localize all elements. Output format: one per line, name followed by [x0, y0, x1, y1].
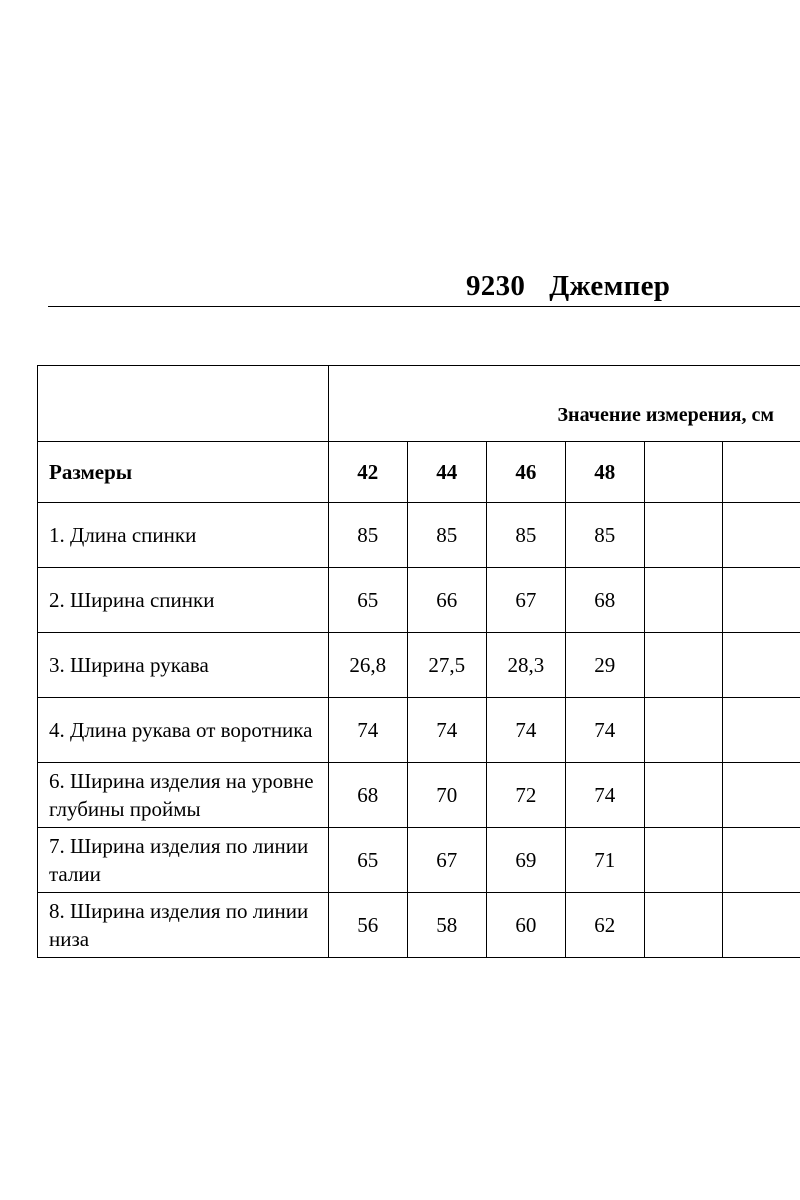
value-cell: 28,3 — [486, 633, 565, 698]
measurement-label: 8. Ширина изделия по линии низа — [38, 893, 329, 958]
value-cell: 85 — [565, 503, 644, 568]
document-title — [466, 270, 670, 303]
value-cell — [644, 893, 722, 958]
value-cell — [722, 503, 800, 568]
value-cell: 69 — [486, 828, 565, 893]
size-cell: 46 — [486, 442, 565, 503]
value-cell: 70 — [407, 763, 486, 828]
value-cell: 58 — [407, 893, 486, 958]
value-cell: 26,8 — [328, 633, 407, 698]
value-cell — [722, 698, 800, 763]
value-cell: 29 — [565, 633, 644, 698]
measurement-label: 3. Ширина рукава — [38, 633, 329, 698]
value-cell: 74 — [486, 698, 565, 763]
table-row — [38, 763, 800, 828]
value-cell: 60 — [486, 893, 565, 958]
product-name: Джемпер — [549, 270, 671, 302]
value-cell: 72 — [486, 763, 565, 828]
value-cell: 66 — [407, 568, 486, 633]
value-cell: 68 — [328, 763, 407, 828]
measurement-label: 4. Длина рукава от воротника — [38, 698, 329, 763]
value-cell — [722, 893, 800, 958]
value-cell: 68 — [565, 568, 644, 633]
table-row — [38, 503, 800, 568]
value-cell — [644, 633, 722, 698]
measurement-caption: Значение измерения, см — [328, 366, 800, 442]
measurement-label: 2. Ширина спинки — [38, 568, 329, 633]
value-cell — [722, 633, 800, 698]
value-cell: 65 — [328, 828, 407, 893]
value-cell — [644, 503, 722, 568]
size-cell — [644, 442, 722, 503]
value-cell: 65 — [328, 568, 407, 633]
sizes-row — [38, 442, 800, 503]
measurement-label: 7. Ширина изделия по линии талии — [38, 828, 329, 893]
table-tail-line — [37, 942, 38, 952]
measurement-label: 6. Ширина изделия на уровне глубины проймы — [38, 763, 329, 828]
value-cell: 74 — [407, 698, 486, 763]
value-cell: 27,5 — [407, 633, 486, 698]
size-cell — [722, 442, 800, 503]
table-header-row — [38, 366, 800, 442]
value-cell: 74 — [565, 763, 644, 828]
value-cell: 62 — [565, 893, 644, 958]
value-cell: 85 — [407, 503, 486, 568]
value-cell — [644, 828, 722, 893]
size-cell: 42 — [328, 442, 407, 503]
table-row — [38, 893, 800, 958]
table-row — [38, 568, 800, 633]
table-row — [38, 633, 800, 698]
value-cell — [644, 763, 722, 828]
value-cell: 74 — [328, 698, 407, 763]
table-row — [38, 698, 800, 763]
table-row — [38, 828, 800, 893]
value-cell — [722, 828, 800, 893]
header-empty-cell — [38, 366, 329, 442]
measurement-label: 1. Длина спинки — [38, 503, 329, 568]
value-cell: 85 — [486, 503, 565, 568]
value-cell: 85 — [328, 503, 407, 568]
value-cell — [722, 763, 800, 828]
article-number: 9230 — [466, 270, 526, 302]
sizes-label: Размеры — [38, 442, 329, 503]
size-cell: 48 — [565, 442, 644, 503]
value-cell: 71 — [565, 828, 644, 893]
value-cell: 67 — [486, 568, 565, 633]
value-cell: 67 — [407, 828, 486, 893]
title-underline — [48, 306, 800, 307]
size-chart-table — [37, 365, 800, 958]
size-cell: 44 — [407, 442, 486, 503]
value-cell — [644, 568, 722, 633]
value-cell: 74 — [565, 698, 644, 763]
value-cell — [722, 568, 800, 633]
value-cell: 56 — [328, 893, 407, 958]
value-cell — [644, 698, 722, 763]
